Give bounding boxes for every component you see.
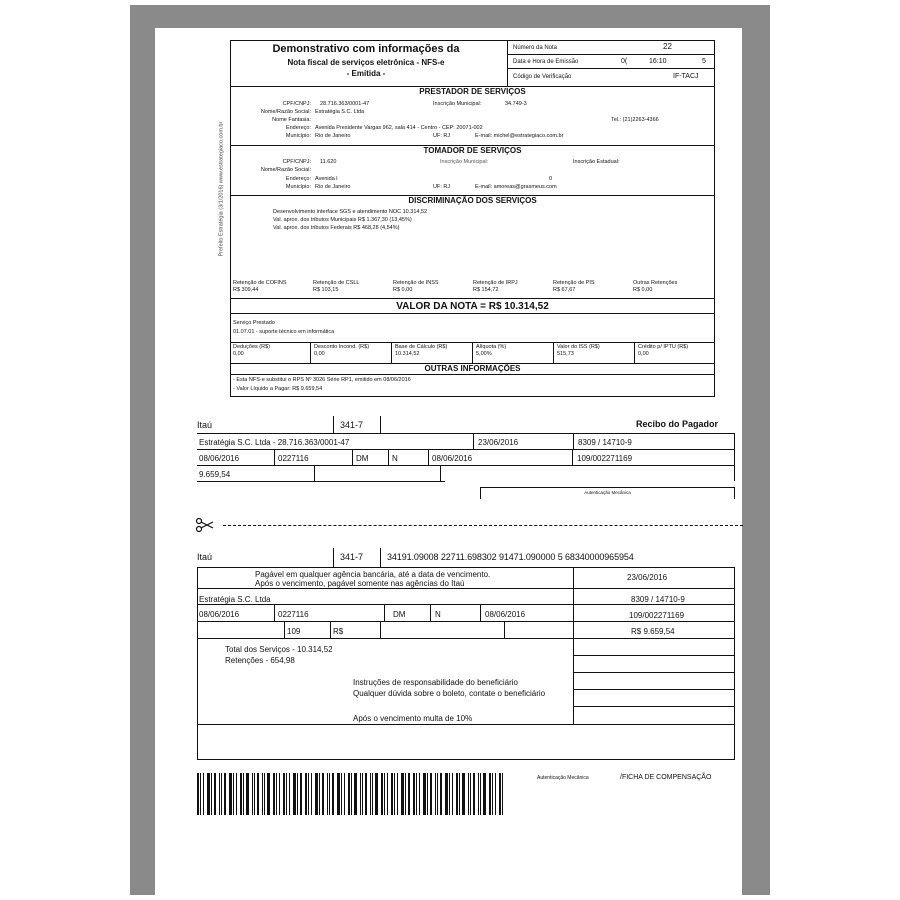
barcode-bar: [267, 773, 270, 815]
barcode-bar: [240, 773, 242, 815]
barcode-bar: [499, 773, 501, 815]
barcode-bar: [315, 773, 318, 815]
calc-deducoes: Deduções (R$) 0,00: [230, 343, 311, 363]
outras-header: OUTRAS INFORMAÇÕES: [424, 364, 521, 373]
barcode-bar: [462, 773, 465, 815]
tomador-cpf-value: 11.620: [320, 159, 337, 165]
calc-aliquota: Alíquota (%) 5,00%: [473, 343, 554, 363]
barcode-bar: [492, 773, 493, 815]
recibo-num-doc: 0227116: [275, 449, 353, 465]
numero-label: Número da Nota: [513, 45, 558, 51]
barcode-bar: [221, 773, 222, 815]
barcode-bar: [264, 773, 265, 815]
prestador-im-value: 34.749-3: [505, 101, 527, 107]
tomador-endereco-num: 0: [549, 176, 553, 182]
recibo-valor: 9.659,54: [197, 465, 315, 481]
discriminacao-line3: Val. aprox. dos tributos Federais R$ 468,28 (4,54%): [273, 225, 400, 231]
barcode-bar: [254, 773, 255, 815]
barcode-bar: [322, 773, 324, 815]
barcode-bar: [337, 773, 340, 815]
barcode-bar: [391, 773, 393, 815]
tomador-nome-label: Nome/Razão Social:: [260, 167, 311, 173]
ficha-data-doc: 08/06/2016: [197, 604, 275, 621]
barcode-bar: [445, 773, 448, 815]
barcode-bar: [394, 773, 395, 815]
calc-base: Base de Cálculo (R$) 10.314,52: [392, 343, 473, 363]
discriminacao-line1: Desenvolvimento interface SGS e atendimento NOC 10.314,52: [273, 209, 428, 215]
barcode-bar: [329, 773, 330, 815]
recibo-bank-name: Itaú: [197, 420, 213, 430]
barcode-bar: [401, 773, 404, 815]
ficha-compensacao-label: /FICHA DE COMPENSAÇÃO: [620, 774, 712, 781]
linha-digitavel: 34191.09008 22711.698302 91471.090000 5 68340000965954: [387, 552, 634, 562]
prestador-email: E-mail: michel@estrategiaco.com.br: [475, 133, 564, 139]
barcode-bar: [387, 773, 388, 815]
barcode-bar: [219, 773, 220, 815]
recibo-nosso-numero: 109/002271169: [577, 454, 633, 463]
ficha-data-proc: 08/06/2016: [485, 610, 526, 619]
ficha-vencimento: 23/06/2016: [627, 573, 668, 582]
ficha-valor: R$ 9.659,54: [631, 627, 675, 636]
local-pagamento-1: Pagável em qualquer agência bancária, até a data de vencimento.: [255, 570, 491, 579]
barcode-bar: [273, 773, 275, 815]
local-pagamento-2: Após o vencimento, pagável somente nas agências do Itaú: [255, 579, 465, 588]
barcode-bar: [372, 773, 373, 815]
ficha-bank-code: 341-7: [340, 552, 364, 562]
barcode-bar: [435, 773, 436, 815]
recibo-vencimento: 23/06/2016: [473, 433, 569, 449]
data-emissao-value-2: 16:10: [649, 58, 667, 65]
tomador-municipio-label: Município:: [285, 184, 311, 190]
calc-desconto: Desconto Incond. (R$) 0,00: [311, 343, 392, 363]
recibo-aceite: N: [389, 449, 429, 465]
boleto-barcode: [197, 773, 509, 815]
prestador-im-label: Inscrição Municipal:: [433, 101, 482, 107]
barcode-bar: [473, 773, 475, 815]
barcode-bar: [200, 773, 201, 815]
barcode-bar: [229, 773, 232, 815]
calc-iss: Valor do ISS (R$) 515,73: [554, 343, 635, 363]
retencao-cofins: Retenção de COFINS R$ 309,44: [233, 280, 287, 293]
ficha-moeda: R$: [331, 621, 381, 638]
document-page: [155, 28, 742, 895]
discriminacao-line2: Val. aprox. dos tributos Municipais R$ 1.367,30 (13,45%): [273, 217, 412, 223]
tomador-municipio-value: Rio de Janeiro: [315, 184, 351, 190]
barcode-bar: [283, 773, 285, 815]
prestador-municipio-value: Rio de Janeiro: [315, 133, 351, 139]
tomador-endereco-label: Endereço:: [285, 176, 311, 182]
barcode-bar: [327, 773, 328, 815]
barcode-bar: [286, 773, 287, 815]
prestador-nome-value: Estratégia S.C. Ltda: [315, 109, 365, 115]
barcode-bar: [470, 773, 471, 815]
barcode-bar: [332, 773, 334, 815]
instrucoes-2: Qualquer dúvida sobre o boleto, contate o beneficiário: [353, 689, 546, 698]
barcode-bar: [360, 773, 361, 815]
barcode-bar: [480, 773, 481, 815]
barcode-bar: [468, 773, 469, 815]
recibo-data-doc: 08/06/2016: [197, 449, 275, 465]
recibo-especie: DM: [353, 449, 389, 465]
barcode-bar: [449, 773, 450, 815]
barcode-bar: [305, 773, 307, 815]
retencoes-row: [233, 280, 713, 298]
barcode-bar: [344, 773, 345, 815]
data-emissao-value-1: 0(: [621, 58, 628, 65]
barcode-bar: [502, 773, 503, 815]
barcode-bar: [456, 773, 458, 815]
ficha-agencia: 8309 / 14710-9: [631, 595, 685, 604]
barcode-bar: [252, 773, 253, 815]
data-emissao-label: Data e Hora de Emissão: [513, 59, 579, 65]
barcode-bar: [233, 773, 234, 815]
barcode-bar: [289, 773, 290, 815]
recibo-bank-code: 341-7: [340, 420, 364, 430]
barcode-bar: [276, 773, 277, 815]
barcode-bar: [483, 773, 486, 815]
prestador-cpf-value: 28.716.363/0001-47: [320, 101, 370, 107]
tomador-header: TOMADOR DE SERVIÇOS: [423, 146, 522, 155]
barcode-bar: [397, 773, 398, 815]
tomador-im-label: Inscrição Municipal:: [440, 159, 489, 165]
tomador-email: E-mail: amoreas@grasmeus.com: [475, 184, 557, 190]
servico-label: Serviço Prestado: [233, 320, 275, 326]
barcode-bar: [452, 773, 453, 815]
barcode-bar: [351, 773, 352, 815]
outras-line2: - Valor Líquido a Pagar: R$ 9.659,54: [233, 386, 323, 392]
ficha-aceite: N: [431, 604, 481, 621]
cut-line: [223, 525, 743, 526]
barcode-bar: [311, 773, 312, 815]
barcode-bar: [197, 773, 199, 815]
prestador-cpf-label: CPF/CNPJ:: [282, 101, 311, 107]
barcode-bar: [262, 773, 263, 815]
barcode-bar: [495, 773, 496, 815]
ficha-num-doc: 0227116: [275, 604, 385, 621]
ficha-nosso-numero: 109/002271169: [629, 611, 685, 620]
barcode-bar: [341, 773, 342, 815]
barcode-bar: [375, 773, 378, 815]
nfse-title-line3: - Emitida -: [346, 69, 386, 78]
prestador-uf: UF: RJ: [433, 133, 451, 139]
barcode-bar: [430, 773, 432, 815]
instrucoes-3: Após o vencimento multa de 10%: [353, 714, 473, 723]
barcode-bar: [365, 773, 367, 815]
calc-iptu: Crédito p/ IPTU (R$) 0,00: [638, 344, 689, 357]
retencao-pis: Retenção de PIS R$ 67,67: [553, 280, 595, 293]
barcode-bar: [427, 773, 428, 815]
barcode-bar: [243, 773, 244, 815]
codigo-value: IF-TACJ: [673, 73, 699, 80]
barcode-bar: [370, 773, 371, 815]
retencao-csll: Retenção de CSLL R$ 103,15: [313, 280, 360, 293]
total-servicos: Total dos Serviços - 10.314,52: [225, 645, 333, 654]
nfse-title-line2: Nota fiscal de serviços eletrônica - NFS-e: [287, 58, 445, 67]
barcode-bar: [224, 773, 226, 815]
barcode-bar: [405, 773, 406, 815]
prestador-nome-label: Nome/Razão Social:: [260, 109, 311, 115]
barcode-bar: [246, 773, 249, 815]
barcode-bar: [381, 773, 383, 815]
barcode-bar: [478, 773, 479, 815]
retencao-inss: Retenção de INSS R$ 0,00: [393, 280, 439, 293]
discriminacao-header: DISCRIMINAÇÃO DOS SERVIÇOS: [408, 196, 537, 205]
ficha-bank-name: Itaú: [197, 552, 213, 562]
barcode-bar: [257, 773, 259, 815]
data-emissao-value-3: 5: [702, 58, 706, 65]
codigo-label: Código de Verificação: [513, 74, 572, 80]
prestador-header: PRESTADOR DE SERVIÇOS: [419, 87, 526, 96]
ficha-autenticacao: Autenticação Mecânica: [537, 775, 589, 781]
recibo-agencia: 8309 / 14710-9: [573, 433, 735, 449]
barcode-bar: [203, 773, 204, 815]
tomador-endereco-value: Avenida l: [315, 176, 338, 182]
barcode-bar: [279, 773, 280, 815]
prestador-tel: Tel.: (21)2263-4366: [611, 117, 659, 123]
barcode-bar: [459, 773, 460, 815]
tomador-ie-label: Inscrição Estadual:: [573, 159, 620, 165]
prestador-endereco-value: Avenida Presidente Vargas 962, sala 414 - Centro - CEP: 20071-002: [315, 125, 483, 131]
prestador-endereco-label: Endereço:: [285, 125, 311, 131]
vertical-side-text: Prefeito Estratégia (3/1/2016) www.estrategiaco.com.br: [218, 121, 225, 257]
barcode-bar: [440, 773, 442, 815]
pagador-area: [199, 728, 733, 758]
barcode-bar: [413, 773, 415, 815]
retencao-irpj: Retenção de IRPJ R$ 154,72: [473, 280, 518, 293]
barcode-bar: [408, 773, 410, 815]
servico-value: 01.07.01 - suporte técnico em informática: [233, 329, 335, 335]
barcode-bar: [354, 773, 357, 815]
nfse-title-line1: Demonstrativo com informações da: [272, 43, 460, 55]
tomador-cpf-label: CPF/CNPJ:: [282, 159, 311, 165]
barcode-bar: [293, 773, 296, 815]
barcode-bar: [211, 773, 212, 815]
recibo-data-proc: 08/06/2016: [429, 449, 573, 465]
recibo-title: Recibo do Pagador: [636, 419, 719, 429]
calc-row: [230, 342, 715, 364]
ficha-especie: DM: [385, 604, 431, 621]
barcode-bar: [319, 773, 320, 815]
recibo-autenticacao: Autenticação Mecânica: [584, 490, 631, 495]
instrucoes-1: Instruções de responsabilidade do beneficiário: [353, 678, 518, 687]
barcode-bar: [348, 773, 350, 815]
ficha-carteira: 109: [285, 621, 331, 638]
barcode-bar: [308, 773, 309, 815]
prestador-municipio-label: Município:: [285, 133, 311, 139]
retencao-outras: Outras Retenções R$ 0,00: [633, 280, 678, 293]
barcode-bar: [416, 773, 417, 815]
valor-da-nota: VALOR DA NOTA = R$ 10.314,52: [230, 298, 715, 314]
barcode-bar: [297, 773, 298, 815]
tomador-uf: UF: RJ: [433, 184, 451, 190]
barcode-bar: [437, 773, 438, 815]
barcode-bar: [362, 773, 363, 815]
scissors-icon: [195, 517, 215, 533]
barcode-bar: [214, 773, 216, 815]
prestador-fantasia-label: Nome Fantasia:: [272, 117, 311, 123]
retencoes-total: Retenções - 654,98: [225, 656, 295, 665]
barcode-bar: [423, 773, 426, 815]
recibo-beneficiario: Estratégia S.C. Ltda - 28.716.363/0001-47: [199, 438, 350, 447]
barcode-bar: [384, 773, 385, 815]
barcode-bar: [207, 773, 210, 815]
barcode-bar: [236, 773, 237, 815]
barcode-bar: [419, 773, 420, 815]
barcode-bar: [489, 773, 491, 815]
outras-line1: - Esta NFS-e substitui o RPS Nº 3026 Série RP1, emitido em 08/06/2016: [233, 377, 411, 383]
numero-value: 22: [663, 42, 672, 51]
barcode-bar: [300, 773, 302, 815]
ficha-beneficiario: Estratégia S.C. Ltda: [199, 595, 271, 604]
